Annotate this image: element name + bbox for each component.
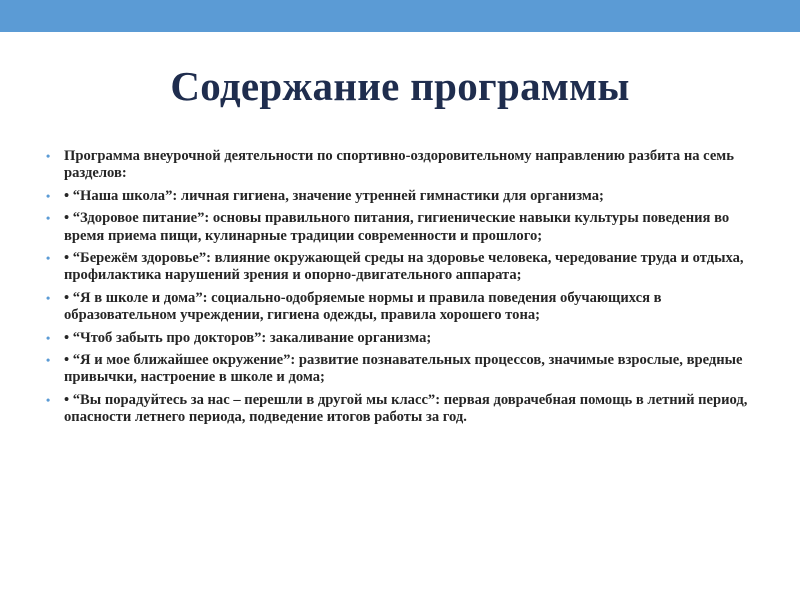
list-item	[44, 210, 764, 245]
bullet-icon: •	[46, 211, 51, 226]
bullet-icon: •	[46, 290, 51, 305]
content-list	[44, 148, 764, 432]
top-accent-bar	[0, 0, 800, 32]
list-item	[44, 148, 764, 183]
list-item-text: • “Чтоб забыть про докторов”: закаливание организма;	[64, 329, 432, 346]
bullet-icon: •	[46, 251, 51, 266]
bullet-icon: •	[46, 330, 51, 345]
bullet-icon: •	[46, 392, 51, 407]
bullet-icon: •	[46, 188, 51, 203]
list-item	[44, 290, 764, 325]
list-item-text: • “Вы порадуйтесь за нас – перешли в другой мы класс”: первая доврачебная помощь в летний период, опасности летнего периода, подведение итогов работы за год.	[64, 391, 748, 426]
list-item-text: Программа внеурочной деятельности по спортивно-оздоровительному направлению разбита на семь разделов:	[64, 148, 734, 182]
list-item	[44, 250, 764, 285]
bullet-icon: •	[46, 149, 51, 163]
list-item-text: • “Я в школе и дома”: социально-одобряемые нормы и правила поведения обучающихся в образовательном учреждении, гигиена одежды, правила хорошего тона;	[64, 289, 662, 324]
list-item	[44, 330, 764, 347]
list-item-text: • “Наша школа”: личная гигиена, значение утренней гимнастики для организма;	[64, 187, 604, 204]
bullet-icon: •	[46, 353, 51, 368]
slide-title: Содержание программы	[170, 63, 630, 109]
list-item-text: • “Здоровое питание”: основы правильного питания, гигиенические навыки культуры поведения во время приема пищи, кулинарные традиции современности и прошлого;	[64, 210, 730, 244]
list-item-text: • “Бережём здоровье”: влияние окружающей среды на здоровье человека, чередование труда и отдыха, профилактика нарушений зрения и опорно-двигательного аппарата;	[64, 250, 744, 284]
list-item	[44, 392, 764, 427]
list-item-text: • “Я и мое ближайшее окружение”: развитие познавательных процессов, значимые взрослые, вредные привычки, настроение в школе и дома;	[64, 352, 743, 386]
list-item	[44, 188, 764, 205]
list-item	[44, 352, 764, 387]
